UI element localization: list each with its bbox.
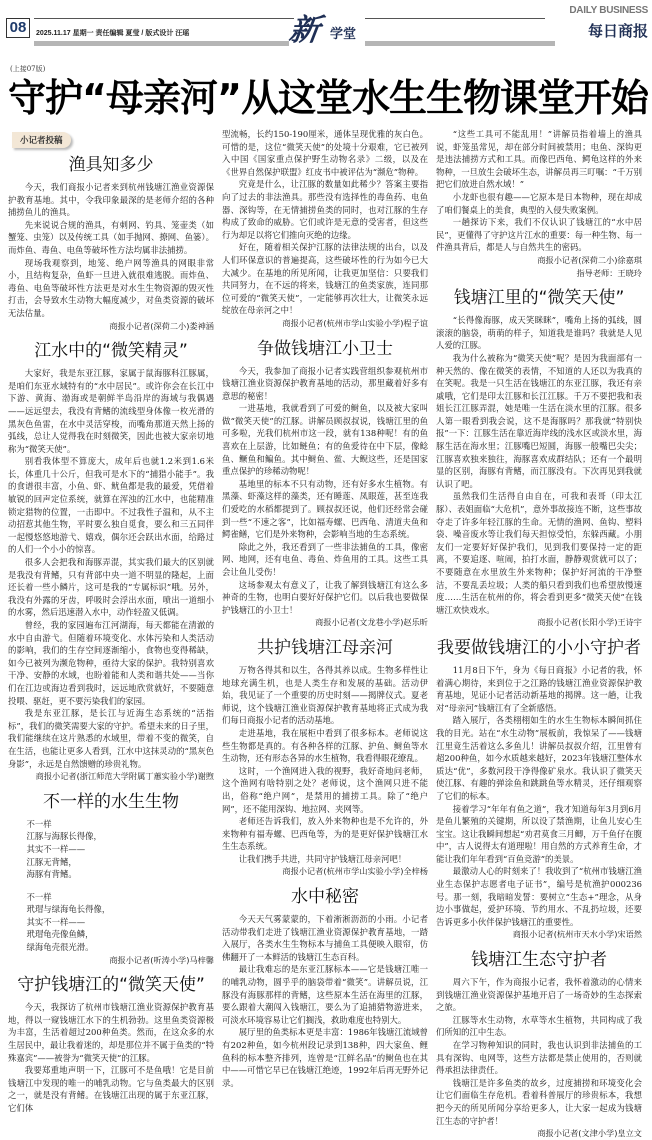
poem-line: 不一样 xyxy=(26,818,52,829)
paragraph: 我是东亚江豚，是长江与近海生态系统的“活指标”，我们的微笑需要大家的守护。希望未来的日子里，我们能继续在这片熟悉的水域里，带着不变的微笑，自在生活，也能让更多人看到，江水中这抹灵动的“黑灰色身影”，永远是自然馈赠的珍贵礼物。 xyxy=(8,708,214,769)
paragraph: 在学习物种知识的同时，我也认识到非法捕鱼的工具有深钩、电网等，这些方法都是禁止使用的，否则就得承担法律责任。 xyxy=(436,1040,642,1076)
byline: 商报小记者(长阳小学)王诗宇 xyxy=(537,617,642,628)
article xyxy=(436,128,642,279)
byline: 商报小记者(文津小学)皇立文 xyxy=(537,1128,642,1139)
paragraph: 曾经，我的家园遍布江河湖海，每天都能在清澈的水中自由游弋。但随着环境变化、水体污染和人类活动的影响，我们的生存空间逐渐缩小，食物也变得稀缺，如今已被列为濒危物种，亟待大家的保护。我特别喜欢干净、安静的水域，也盼着能和人类和谐共处——当你们在江边或海边看到我时，远远地欣赏就好，不要随意投喂、驱赶，更不要污染我们的家园。 xyxy=(8,620,214,706)
paper-name-cn: 每日商报 xyxy=(587,22,648,40)
byline: 商报小记者(杭州市学山实验小学)程子谊 xyxy=(282,317,428,328)
poem-line: 江豚无背鳍， xyxy=(26,856,77,867)
paragraph: 型流畅，长约150-190厘米，通体呈现优雅的灰白色。可惜的是，这位“微笑天使”的处境十分艰难，它已被列入中国《国家重点保护野生动物名录》二级，以及在《世界自然保护联盟》红皮书中被评估为“濒危”物种。 xyxy=(222,129,428,177)
article xyxy=(222,886,428,1089)
poem-line: 不一样 xyxy=(26,891,52,902)
paragraph: 究竟是什么，让江豚的数量如此稀少？答案主要指向了过去的非法渔具。那些没有选择性的毒鱼药、电鱼器、深钩等，在无情捕捞鱼类的同时，也对江豚的生存构成了致命的威胁。它们或许是无意的受害者，但这些行为却足以将它们推向灭绝的边缘。 xyxy=(222,179,428,240)
poem-line: 海豚有背鳍。 xyxy=(26,869,77,880)
paper-name-en: DAILY BUSINESS xyxy=(569,5,648,16)
continuation-note: (上接07版) xyxy=(10,65,46,73)
date-editor-line: 2025.11.17 星期一 责任编辑 夏莹 / 版式设计 汪瑶 xyxy=(36,30,190,37)
paragraph: 虽然我们生活得自由自在，可我和表哥（印太江豚）、表姐面临“大危机”，意外事故接连不断，这些事故夺走了许多年轻江豚的生命。无情的渔网、鱼钩、塑料袋、噪音废水等让我们每天担惊受怕，东躲西藏。小朋友们一定要好好保护我们，见到我们要保持一定的距离，不要追逐、喧闹，拍打水面，静静观赏就可以了；不要随意在水里放生外来物种；保护好河流的干净整洁，不要乱丢垃圾；人类的船只看到我们也希望放慢速度……生活在杭州的你，将会看到更多“微笑天使”在钱塘江欢快戏水。 xyxy=(436,491,642,615)
article-title: 水中秘密 xyxy=(291,887,359,908)
paragraph: 先来说说合规的渔具，有刺网、钓具、笼壶类（如蟹笼、虫笼）以及传统工具（如手抛网、撩网、鱼篓）。而炸鱼、毒鱼、电鱼等破坏性方法均属非法捕捞。 xyxy=(8,219,214,255)
article xyxy=(222,637,428,878)
paragraph: “长得像海豚，成天笑眯眯”，嘴角上扬的弧线，圆滚滚的脑袋，萌萌的样子，知道我是谁吗？我就是人见人爱的江豚。 xyxy=(436,315,642,351)
paragraph: 老师还告诉我们，放入外来物种也是不允许的，外来物种有福寿螺、巴西龟等，为的是更好保护钱塘江水生生态系统。 xyxy=(222,816,428,852)
article xyxy=(436,287,642,629)
paragraph: 今天天气雾蒙蒙的，下着淅淅沥沥的小雨。小记者活动带我们走进了钱塘江渔业资源保护教育基地，一踏入展厅，各类水生生物标本与捕鱼工具便映入眼帘，仿佛翻开了一本鲜活的钱塘江生态百科。 xyxy=(222,914,428,962)
section-tag: 小记者投稿 xyxy=(12,132,71,148)
article-title: 江水中的“微笑精灵” xyxy=(34,341,188,362)
article xyxy=(436,637,642,941)
paragraph: 一趟探访下来，我们不仅认识了钱塘江的“水中居民”，更懂得了守护这片江水的重要：每一种生物、每一件渔具背后，都是人与自然共生的密码。 xyxy=(436,217,642,253)
poem-line: 江豚与海豚长得像， xyxy=(26,831,102,842)
byline: 商报小记者(杭州市学山实验小学)全梓杨 xyxy=(282,866,428,877)
paragraph: 展厅里的鱼类标本更是丰富：1986年钱塘江流域曾有202种鱼，如今杭州段记录到138种，四大家鱼、鲤鱼科的标本整齐排列，连曾是“江鲜名品”的鲥鱼也在其中——可惜它早已在钱塘江绝迹，1992年后再无野外记录。 xyxy=(222,1027,428,1088)
article-title: 钱塘江生态守护者 xyxy=(471,950,607,971)
poem-line: 其实不一样—— xyxy=(26,843,86,854)
paragraph: “这些工具可不能乱用！”讲解员指着墙上的渔具说，虾笼虽常见，却在部分时间被禁用；电鱼、深钩更是违法捕捞方式和工具。而像巴西龟、鳄龟这样的外来物种，一旦放生会破坏生态，讲解员再三叮嘱：“千万别把它们放进自然水域！” xyxy=(436,129,642,190)
paragraph: 我要郑重地声明一下，江豚可不是鱼哦！它是目前钱塘江中发现的唯一的哺乳动物。它与鱼类最大的区别之一，就是没有背鳍。在钱塘江出现的属于东亚江豚，它们体 xyxy=(8,1065,214,1113)
paragraph: 踏入展厅，各类栩栩如生的水生生物标本瞬间抓住我的目光。站在“水生动物”展板前，我惊呆了——钱塘江里竟生活着这么多鱼儿！讲解员叔叔介绍，江里曾有超200种鱼，如今水质越来越好，2023年钱塘江整体水质达“优”，多数河段干净得像矿泉水。我认识了微笑天使江豚、有趣的弹涂鱼和跳跳鱼等水精灵，还仔细观察了它们的标本。 xyxy=(436,715,642,801)
byline: 商报小记者(文龙巷小学)赵乐昕 xyxy=(315,617,428,628)
poem-line: 玳瑁与绿海龟长得像， xyxy=(26,904,111,915)
article-title: 共护钱塘江母亲河 xyxy=(257,637,393,658)
article-title: 争做钱塘江小卫士 xyxy=(257,338,393,359)
paragraph: 江豚等水生动物，水草等水生植物，共同构成了我们所知的江中生态。 xyxy=(436,1014,642,1038)
paragraph: 万物各得其和以生，各得其养以成。生物多样性让地球充满生机，也是人类生存和发展的基础。活动伊始，我见证了一个重要的历史时刻——揭牌仪式。夏老师说，这个钱塘江渔业资源保护教育基地将正式成为我们每日商报小记者的活动基地。 xyxy=(222,664,428,726)
paragraph: 我为什么被称为“微笑天使”呢？是因为我面部有一种天然的、像在微笑的表情，不知道的人还以为我真的在笑呢。我是一只生活在钱塘江的东亚江豚，我还有亲戚哦，它们是印太江豚和长江江豚。千万不要把我和表姐长江江豚弄混，她是唯一生活在淡水里的江豚。很多人第一眼看到我会说，这不是海豚吗？那我就“特别快报”一下：江豚生活在靠近海岸线的浅水区或淡水里，海豚生活在海水里；江豚嘴巴短圆，海豚一般嘴巴尖尖；江豚喜欢独来独往，海豚喜欢成群结队；还有一个最明显的区别，海豚有背鳍，而江豚没有。下次再见到我就认识了吧。 xyxy=(436,352,642,489)
paragraph: 11月8日下午，身为《每日商报》小记者的我，怀着满心期待，来到位于之江路的钱塘江渔业资源保护教育基地，见证小记者活动新基地的揭牌。这一趟，让我对“母亲河”钱塘江有了全新感悟。 xyxy=(436,664,642,713)
article xyxy=(8,154,214,332)
article-title: 渔具知多少 xyxy=(68,155,154,175)
article-title: 守护钱塘江的“微笑天使” xyxy=(17,975,205,996)
stanza-gap xyxy=(8,881,214,891)
article xyxy=(222,338,428,629)
paragraph: 这时，一个渔网进入我的视野，我好奇地问老师，这个渔网有啥特别之处？老师说，这个渔网只进不能出，俗称“绝户网”，是禁用的捕捞工具。除了“绝户网”，还不能用深钩、地拉网、夹网等。 xyxy=(222,765,428,814)
article xyxy=(8,974,214,1114)
paragraph: 除此之外，我还看到了一些非法捕鱼的工具，像密网、地网，还有电鱼、毒鱼、炸鱼用的工具。这些工具会让鱼儿受伤！ xyxy=(222,541,428,577)
poem-line: 绿海龟壳很光滑。 xyxy=(26,942,94,953)
poem-line: 其实不一样—— xyxy=(26,916,86,927)
article-title: 钱塘江里的“微笑天使” xyxy=(453,288,625,309)
main-headline: 守护“母亲河”从这堂水生生物课堂开始 xyxy=(8,76,648,120)
paragraph: 钱塘江是许多鱼类的故乡，过度捕捞和环境变化会让它们面临生存危机。看着科普展厅的珍贵标本，我想把今天的所见所闻分享给更多人，让大家一起成为钱塘江生态的守护者！ xyxy=(436,1077,642,1126)
paragraph: 今天，我参加了商报小记者实践营组织参观杭州市钱塘江渔业资源保护教育基地的活动，那里藏着好多有意思的秘密！ xyxy=(222,365,428,401)
header-rule xyxy=(34,18,294,19)
article xyxy=(8,340,214,783)
header-rule xyxy=(365,18,545,19)
paragraph: 走进基地，我在展柜中看到了很多标本。老师说这些生物都是真的。有各种各样的江豚、护鱼、鲥鱼等水生动物，还有形态各异的水生植物，我看得眼花缭乱。 xyxy=(222,727,428,764)
column-3 xyxy=(436,128,642,1140)
page-number: 08 xyxy=(6,18,30,38)
byline: 商报小记者(浙江师范大学附属丁蕙实验小学)谢煦 xyxy=(35,771,214,782)
header-bar xyxy=(365,41,555,46)
paragraph: 基地里的标本不只有动物，还有好多水生植物。有黑藻、虾藻这样的藻类，还有睡莲、凤眼莲，甚至连我们爱吃的水稻都提到了。顾叔叔还说，他们还经常会碰到一些“不速之客”，比如福寿螺、巴西龟、清道夫鱼和鳄雀鳝，它们是外来物种，会影响当地的生态系统。 xyxy=(222,478,428,540)
paragraph: 今天，我们商报小记者来到杭州钱塘江渔业资源保护教育基地。其中，令我印象最深的是老师介绍的各种捕捞鱼儿的渔具。 xyxy=(8,182,214,218)
byline: 商报小记者(杭州市天水小学)宋语然 xyxy=(512,929,642,940)
paragraph: 周六下午，作为商报小记者，我怀着激动的心情来到钱塘江渔业资源保护基地开启了一场奇妙的生态探索之旅。 xyxy=(436,977,642,1013)
article-title: 我要做钱塘江的小小守护者 xyxy=(437,637,641,658)
paragraph: 今天，我探访了杭州市钱塘江渔业资源保护教育基地，得以一窥钱塘江水下的生机勃勃。这里鱼类资源极为丰富，生活着超过200种鱼类。然而，在这众多的水生居民中，最让我着迷的，却是那位并不属于鱼类的“特殊嘉宾”——被誉为“微笑天使”的江豚。 xyxy=(8,1002,214,1063)
poem-line: 玳瑁龟壳像鱼鳞， xyxy=(26,929,94,940)
byline: 商报小记者(听涛小学)马梓馨 xyxy=(109,954,214,965)
paragraph: 很多人会把我和海豚弄混，其实我们最大的区别就是我没有背鳍，只有背部中央一道不明显的隆起，上面还长着一些小鳞片，这可是我的“专属标识”哦。另外，我没有外露的牙齿，呼吸时会浮出水面，喷出一道细小的水雾，然后迅速潜入水中，动作轻盈又低调。 xyxy=(8,557,214,618)
header-bar xyxy=(34,41,289,46)
column-2 xyxy=(222,128,428,1089)
paragraph: 最让我难忘的是东亚江豚标本——它是钱塘江唯一的哺乳动物，圆乎乎的脑袋带着“微笑”。讲解员说，江豚没有海豚那样的背鳍，这些原本生活在海里的江豚，要么跟着大潮闯入钱塘江，要么为了追捕猎物游进来，可淡水环境容易让它们搁浅，救助难度也特别大。 xyxy=(222,964,428,1025)
paragraph: 这场参观太有意义了，让我了解到钱塘江有这么多神奇的生物，也明白要好好保护它们。以后我也要做保护钱塘江的小卫士！ xyxy=(222,579,428,615)
byline: 商报小记者(深荷二小)娄神涵 xyxy=(109,320,214,331)
paragraph: 接着学习“年年有鱼之道”，我才知道每年3月到6月是鱼儿繁殖的关键期，所以设了禁渔期，让鱼儿安心生宝宝。这让我瞬间想起“劝君莫食三月鲫，万千鱼仔在腹中”，古人说得太有道理啦！用自然的方式养育生命，才能让我们年年看到“百鱼竞游”的美景。 xyxy=(436,803,642,864)
paragraph: 小龙虾也很有趣——它原本是日本物种，现在却成了咱们餐桌上的美食，典型的入侵失败案例。 xyxy=(436,191,642,215)
article-title: 不一样的水生生物 xyxy=(43,791,179,812)
paragraph: 最激动人心的时刻来了！我收到了“杭州市钱塘江渔业生态保护志愿者电子证书”，编号是杭渔护000236号。那一刻，我暗暗发誓：要树立“生态+”理念，从身边小事做起，爱护环境、节约用水、不乱扔垃圾，还要告诉更多小伙伴保护钱塘江的重要性。 xyxy=(436,866,642,927)
article xyxy=(8,791,214,967)
section-name: 学堂 xyxy=(330,27,357,42)
paragraph: 现场我观察到，地笼、绝户网等渔具的网眼非常小，且结构复杂，鱼虾一旦进入就很难逃脱。而炸鱼、毒鱼、电鱼等破坏性方法更是对水生生物资源的毁灭性打击，会导致水生动物大幅度减少，对鱼类资源的破坏无法估量。 xyxy=(8,257,214,318)
article xyxy=(436,949,642,1140)
column-1 xyxy=(8,128,214,1115)
paragraph: 好在，随着相关保护江豚的法律法规的出台，以及人们环保意识的普遍提高，这些破坏性的行为如今已大大减少。在基地的所见所闻，让我更加坚信：只要我们共同努力，在不远的将来，钱塘江的鱼类家族，连同那位可爱的“微笑天使”，一定能够再次壮大，让微笑永远绽放在母亲河之中！ xyxy=(222,242,428,316)
paragraph: 让我们携手共进，共同守护钱塘江母亲河吧！ xyxy=(238,853,407,864)
byline: 商报小记者(深荷二小)徐嘉琪 xyxy=(537,254,642,265)
paragraph: 大家好，我是东亚江豚，家属于鼠海豚科江豚属，是咱们东亚水域特有的“水中居民”。或许你会在长江中下游、黄海、渤海或是朝鲜半岛沿岸的海域与我偶遇——远远望去，我没有背鳍的流线型身体像一枚光滑的黑灰色鱼雷，在水中灵活穿梭，而嘴角那道天然上扬的弧线，总让人觉得我在时刻微笑，因此也被大家亲切地称为“微笑天使”。 xyxy=(8,368,214,454)
paragraph: 一进基地，我就看到了可爱的鲥鱼，以及被大家叫做“微笑天使”的江豚。讲解员顾叔叔说，钱塘江里的鱼可多啦，光我们杭州市这一段，就有138种呢！有的鱼喜欢在上层游，比如鲢鱼；有的鱼爱待在中下层，像鲶鱼、鳜鱼和鳊鱼。其中鲥鱼、鲎、大鲵这些，还是国家重点保护的珍稀动物呢！ xyxy=(222,403,428,477)
section-logo-char: 新 xyxy=(287,13,322,48)
paragraph: 别看我体型不算庞大，成年后也就1.2米到1.6米长，体重几十公斤，但我可是水下的“捕猎小能手”。我的食谱很丰富，小鱼、虾、鱿鱼都是我的最爱，凭借着敏锐的回声定位系统，就算在浑浊的江水中，也能精准锁定猎物的位置，一击即中。不过我性子温和，从不主动招惹其他生物，平时要么独自觅食，要么和三五同伴一起慢悠悠地游弋、嬉戏，偶尔还会跃出水面，给路过的人们一个小小的惊喜。 xyxy=(8,456,214,555)
article xyxy=(222,128,428,330)
advisor-line: 指导老师：王晓玲 xyxy=(576,267,642,278)
